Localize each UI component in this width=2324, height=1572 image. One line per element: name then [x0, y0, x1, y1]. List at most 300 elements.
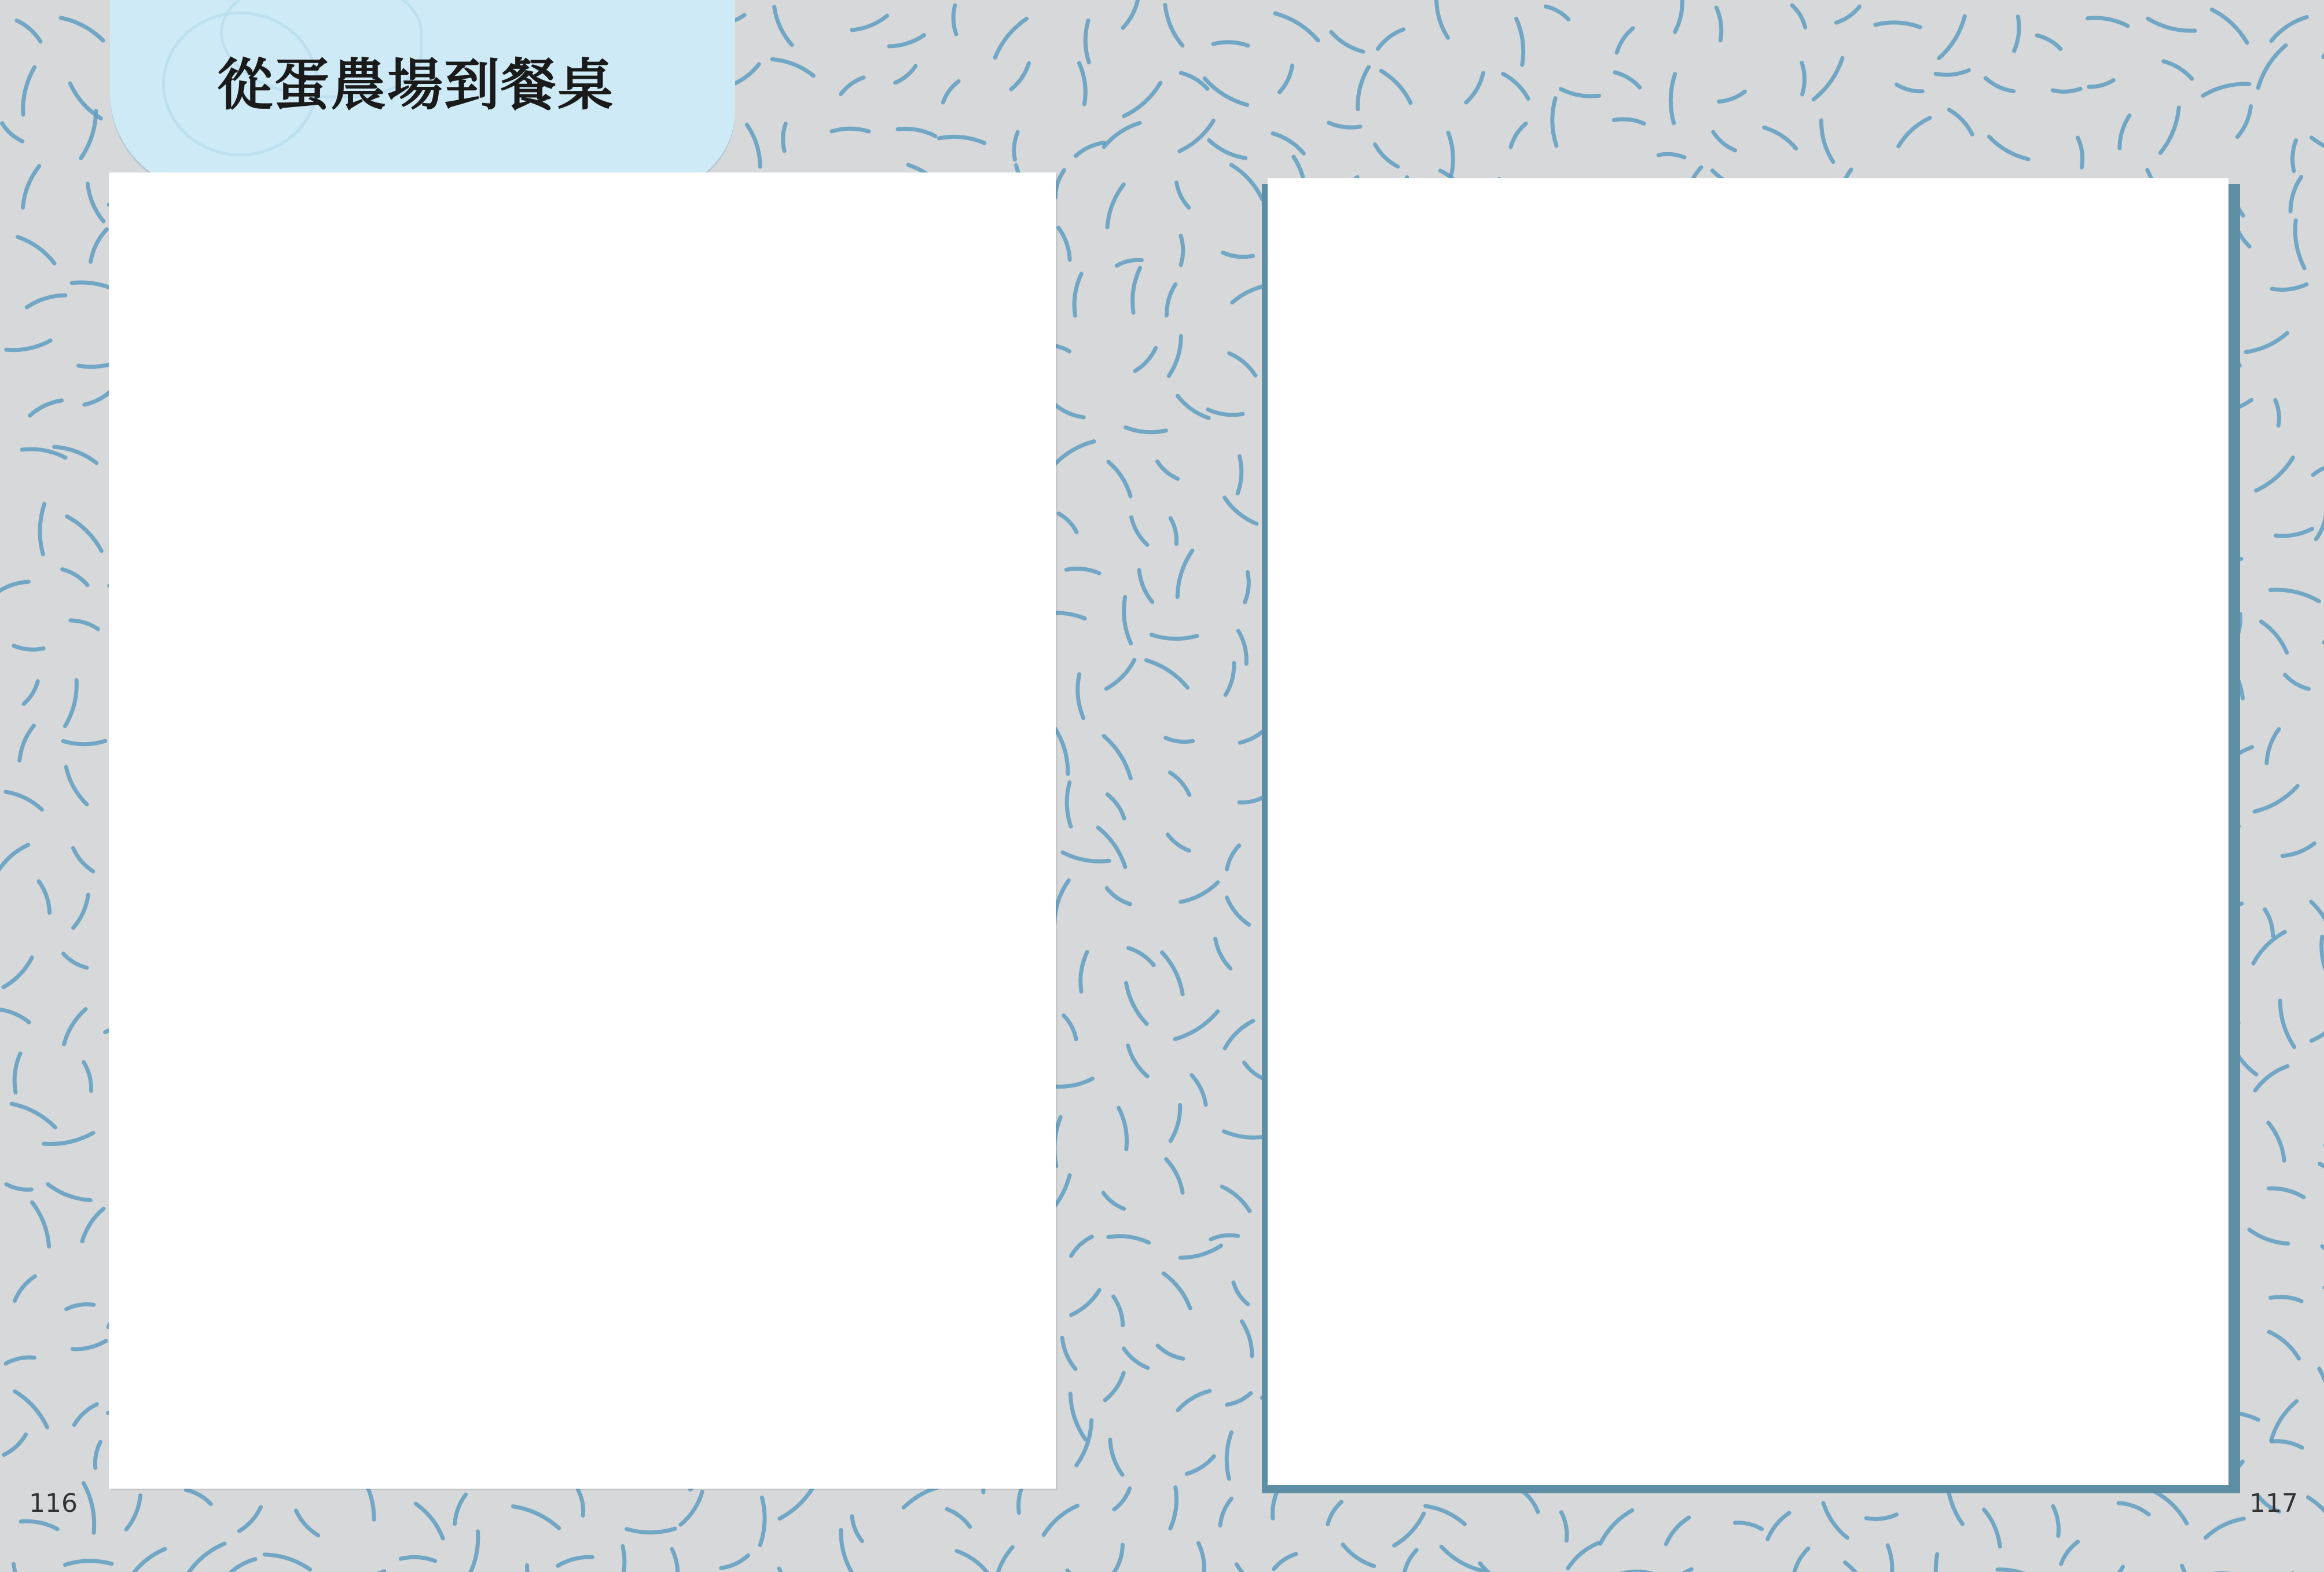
pattern-dash: [1998, 1570, 2039, 1572]
pattern-dash: [1213, 42, 1248, 46]
pattern-dash: [953, 5, 956, 34]
pattern-dash: [1178, 1391, 1210, 1410]
pattern-dash: [2272, 284, 2307, 289]
pattern-dash: [0, 1009, 29, 1022]
pattern-dash: [30, 401, 62, 416]
pattern-dash: [620, 1546, 625, 1572]
pattern-dash: [1170, 1487, 1177, 1529]
pattern-dash: [2182, 1566, 2188, 1572]
left-letter-paper: [109, 172, 1056, 1489]
pattern-dash: [1899, 118, 1930, 146]
pattern-dash: [2, 123, 23, 141]
pattern-dash: [467, 1531, 478, 1572]
pattern-dash: [2293, 141, 2296, 171]
pattern-dash: [1103, 1193, 1124, 1209]
pattern-dash: [416, 1504, 443, 1538]
pattern-dash: [2237, 106, 2250, 137]
pattern-dash: [4, 1434, 26, 1455]
pattern-dash: [1064, 1016, 1076, 1040]
pattern-dash: [1071, 1290, 1100, 1315]
pattern-dash: [1245, 572, 1249, 603]
pattern-dash: [2088, 18, 2128, 26]
pattern-dash: [1614, 119, 1644, 123]
pattern-dash: [1274, 1554, 1296, 1569]
pattern-dash: [1328, 1502, 1342, 1524]
pattern-dash: [2319, 1164, 2324, 1195]
pattern-dash: [2311, 138, 2324, 155]
pattern-dash: [1600, 1510, 1632, 1544]
pattern-dash: [1075, 142, 1104, 156]
pattern-dash: [1044, 1505, 1077, 1534]
pattern-dash: [760, 1497, 765, 1545]
pattern-dash: [1794, 1549, 1808, 1572]
pattern-dash: [947, 1509, 970, 1526]
pattern-dash: [1146, 660, 1187, 688]
pattern-dash: [1939, 16, 1965, 58]
pattern-dash: [1126, 983, 1147, 1024]
pattern-dash: [681, 1492, 702, 1525]
pattern-dash: [6, 1357, 34, 1364]
pattern-dash: [1675, 0, 1683, 32]
pattern-dash: [1227, 898, 1249, 925]
pattern-dash: [895, 66, 916, 83]
pattern-dash: [1671, 74, 1675, 123]
pattern-dash: [1735, 1523, 1762, 1529]
pattern-dash: [1063, 853, 1109, 861]
pattern-dash: [1126, 428, 1166, 432]
pattern-dash: [63, 570, 87, 585]
pattern-dash: [1135, 348, 1156, 370]
pattern-dash: [2089, 80, 2114, 87]
pattern-dash: [2205, 1519, 2244, 1538]
pattern-dash: [2271, 1297, 2301, 1301]
pattern-dash: [2322, 937, 2324, 979]
pattern-dash: [2154, 1492, 2187, 1523]
pattern-dash: [1074, 274, 1081, 315]
pattern-dash: [1989, 137, 2028, 159]
pattern-dash: [44, 1133, 93, 1144]
pattern-dash: [65, 680, 77, 726]
pattern-dash: [1331, 32, 1363, 52]
pattern-dash: [1404, 1550, 1416, 1572]
pattern-dash: [61, 18, 103, 41]
pattern-dash: [1209, 140, 1246, 158]
pattern-dash: [852, 1516, 862, 1541]
pattern-dash: [1181, 73, 1207, 89]
pattern-dash: [1170, 1105, 1180, 1141]
pattern-dash: [1158, 1346, 1183, 1358]
pattern-dash: [1242, 1321, 1251, 1356]
pattern-dash: [1227, 846, 1239, 869]
pattern-dash: [1211, 1235, 1238, 1239]
page-number-right: 117: [2249, 1489, 2298, 1518]
pattern-dash: [1225, 498, 1257, 524]
pattern-dash: [2313, 465, 2324, 475]
pattern-dash: [401, 1557, 435, 1560]
pattern-dash: [1104, 736, 1130, 778]
pattern-dash: [65, 1561, 112, 1565]
pattern-dash: [2120, 116, 2130, 148]
pattern-dash: [1165, 5, 1183, 45]
pattern-dash: [1329, 123, 1360, 127]
pattern-dash: [1546, 6, 1569, 19]
pattern-dash: [1163, 1273, 1190, 1308]
pattern-dash: [1070, 1394, 1085, 1439]
pattern-dash: [225, 1559, 255, 1572]
pattern-dash: [2053, 1506, 2059, 1536]
pattern-dash: [841, 78, 864, 94]
pattern-dash: [2119, 1503, 2149, 1515]
pattern-dash: [1055, 880, 1069, 923]
pattern-dash: [889, 35, 924, 46]
pattern-dash: [957, 1551, 989, 1572]
pattern-dash: [63, 954, 86, 968]
pattern-dash: [2311, 902, 2324, 939]
pattern-dash: [1792, 5, 1805, 27]
pattern-dash: [2285, 675, 2309, 689]
pattern-dash: [1223, 253, 1253, 257]
pattern-dash: [1175, 1012, 1218, 1040]
page-title: 從蛋農場到餐桌: [217, 53, 614, 117]
pattern-dash: [1119, 1108, 1127, 1149]
pattern-dash: [1216, 939, 1231, 968]
pattern-dash: [2061, 1542, 2078, 1564]
pattern-dash: [84, 1062, 91, 1091]
pattern-dash: [6, 340, 50, 350]
pattern-dash: [1275, 13, 1318, 41]
pattern-dash: [1157, 461, 1177, 479]
pattern-dash: [943, 81, 959, 102]
pattern-dash: [2290, 177, 2301, 212]
pattern-dash: [14, 1053, 20, 1092]
pattern-dash: [1133, 268, 1140, 313]
pattern-dash: [1984, 1509, 2000, 1547]
pattern-dash: [12, 1564, 16, 1572]
right-letter-paper: [1268, 178, 2228, 1485]
pattern-dash: [74, 895, 89, 928]
pattern-dash: [21, 1521, 57, 1529]
pattern-dash: [1836, 6, 1859, 23]
pattern-dash: [2053, 89, 2080, 91]
pattern-dash: [1055, 728, 1068, 774]
pattern-dash: [1719, 91, 1745, 101]
pattern-dash: [939, 137, 985, 143]
pattern-dash: [1238, 456, 1242, 493]
pattern-dash: [1110, 1439, 1122, 1475]
pattern-dash: [63, 741, 105, 744]
pattern-dash: [832, 128, 869, 131]
pattern-dash: [64, 1009, 86, 1044]
pattern-dash: [1169, 336, 1181, 376]
pattern-dash: [774, 7, 792, 45]
pattern-dash: [1139, 570, 1152, 602]
pattern-dash: [1052, 1079, 1092, 1087]
pattern-dash: [2275, 400, 2279, 425]
pattern-dash: [1480, 1563, 1518, 1572]
pattern-dash: [2253, 932, 2285, 964]
pattern-dash: [1503, 74, 1529, 99]
pattern-dash: [67, 1304, 94, 1309]
pattern-dash: [1671, 1569, 1692, 1572]
pattern-dash: [1108, 1236, 1149, 1243]
pattern-dash: [14, 646, 43, 649]
pattern-dash: [1055, 170, 1064, 197]
pattern-dash: [23, 166, 39, 208]
pattern-dash: [2269, 1332, 2299, 1358]
pattern-dash: [0, 845, 28, 873]
pattern-dash: [2311, 1011, 2324, 1041]
pattern-dash: [2265, 909, 2273, 936]
pattern-dash: [1114, 1545, 1123, 1572]
pattern-dash: [2308, 1497, 2324, 1536]
pattern-dash: [1178, 396, 1209, 418]
pattern-dash: [2268, 1123, 2285, 1161]
pattern-dash: [1375, 145, 1398, 167]
pattern-dash: [1167, 284, 1176, 315]
pattern-dash: [852, 16, 887, 30]
pattern-dash: [14, 1276, 35, 1301]
pattern-dash: [1517, 19, 1523, 65]
pattern-dash: [6, 1184, 32, 1189]
pattern-dash: [1227, 1433, 1231, 1479]
pattern-dash: [1343, 1545, 1374, 1566]
pattern-dash: [3, 957, 32, 987]
pattern-dash: [130, 1549, 165, 1572]
pattern-dash: [1124, 597, 1131, 643]
pattern-dash: [84, 1483, 94, 1533]
pattern-dash: [1666, 1518, 1689, 1544]
pattern-dash: [1936, 1554, 1942, 1572]
pattern-dash: [995, 19, 1027, 57]
pattern-dash: [1378, 30, 1403, 49]
pattern-dash: [2267, 729, 2279, 763]
pattern-dash: [1170, 518, 1176, 543]
pattern-dash: [1813, 58, 1842, 99]
pattern-dash: [1114, 1296, 1123, 1325]
pattern-dash: [2282, 843, 2314, 856]
pattern-dash: [67, 516, 102, 551]
pattern-dash: [1107, 185, 1124, 227]
pattern-dash: [1014, 132, 1018, 159]
pattern-dash: [126, 1496, 140, 1530]
pattern-dash: [1658, 154, 1684, 157]
pattern-dash: [1078, 674, 1084, 718]
pattern-dash: [1441, 1547, 1483, 1571]
pattern-dash: [2203, 84, 2249, 96]
pattern-dash: [12, 1104, 56, 1127]
pattern-dash: [1079, 63, 1085, 104]
pattern-dash: [2212, 10, 2247, 43]
pattern-dash: [1220, 1498, 1231, 1525]
pattern-dash: [455, 1494, 466, 1524]
pattern-dash: [2164, 61, 2192, 79]
pattern-dash: [81, 111, 96, 158]
pattern-dash: [578, 1490, 583, 1516]
pattern-dash: [1615, 72, 1640, 87]
pattern-dash: [1151, 635, 1197, 639]
pattern-dash: [72, 1341, 106, 1349]
pattern-dash: [2258, 45, 2286, 88]
pattern-dash: [747, 124, 760, 167]
pattern-dash: [841, 1530, 854, 1572]
pattern-dash: [1205, 79, 1247, 105]
pattern-dash: [17, 20, 41, 41]
pattern-dash: [1238, 631, 1246, 664]
pattern-dash: [995, 1547, 1012, 1572]
pattern-dash: [1106, 660, 1135, 689]
pattern-dash: [2255, 1066, 2288, 1090]
pattern-dash: [1177, 183, 1189, 208]
pattern-dash: [1617, 28, 1633, 53]
pattern-dash: [1162, 953, 1183, 994]
pattern-dash: [74, 1404, 97, 1425]
pattern-dash: [239, 1507, 260, 1531]
pattern-dash: [1059, 227, 1070, 259]
pattern-dash: [2256, 458, 2293, 491]
pattern-dash: [17, 237, 54, 263]
pattern-dash: [1104, 123, 1140, 146]
pattern-dash: [1166, 1159, 1183, 1193]
pattern-dash: [1823, 1503, 1848, 1538]
pattern-dash: [1448, 133, 1453, 177]
pattern-dash: [1949, 110, 1972, 135]
pattern-dash: [48, 1184, 90, 1200]
pattern-dash: [24, 681, 38, 704]
pattern-dash: [2037, 35, 2061, 49]
pattern-dash: [558, 1557, 593, 1566]
pattern-dash: [1568, 1543, 1598, 1568]
pattern-dash: [23, 67, 35, 115]
pattern-dash: [2271, 1401, 2297, 1440]
pattern-dash: [1436, 0, 1448, 38]
pattern-dash: [513, 1507, 559, 1529]
pattern-dash: [1066, 569, 1099, 574]
pattern-dash: [1053, 403, 1084, 417]
pattern-dash: [1561, 1512, 1567, 1541]
pattern-dash: [2319, 1369, 2324, 1412]
pattern-dash: [2148, 19, 2195, 31]
pattern-dash: [1117, 260, 1141, 266]
pattern-dash: [1888, 1545, 1892, 1572]
pattern-dash: [1426, 1506, 1465, 1524]
pattern-dash: [6, 792, 42, 810]
pattern-dash: [1071, 1237, 1092, 1256]
pattern-dash: [1273, 134, 1304, 154]
pattern-dash: [186, 1490, 211, 1504]
pattern-dash: [1561, 89, 1599, 96]
pattern-dash: [1124, 83, 1161, 116]
pattern-dash: [88, 183, 104, 221]
pattern-dash: [1222, 1187, 1250, 1211]
pattern-dash: [672, 1549, 678, 1572]
pattern-dash: [1192, 1075, 1206, 1105]
pattern-dash: [1081, 952, 1087, 992]
pattern-dash: [1177, 550, 1192, 597]
pattern-dash: [188, 1544, 225, 1572]
pattern-dash: [1233, 1283, 1248, 1304]
pattern-dash: [2246, 333, 2287, 352]
pattern-dash: [1107, 794, 1124, 818]
pattern-dash: [1107, 888, 1130, 905]
pattern-dash: [1123, 0, 1139, 28]
pattern-dash: [1552, 98, 1556, 146]
pattern-dash: [91, 229, 107, 262]
pattern-dash: [1062, 1338, 1075, 1369]
pattern-dash: [2276, 529, 2312, 536]
pattern-dash: [95, 1442, 100, 1468]
pattern-dash: [2078, 138, 2083, 167]
pattern-dash: [2280, 1001, 2294, 1047]
pattern-dash: [1358, 67, 1369, 109]
pattern-dash: [1713, 132, 1735, 150]
pattern-dash: [15, 1391, 47, 1427]
pattern-dash: [1511, 124, 1526, 147]
pattern-dash: [20, 726, 34, 761]
pattern-dash: [1124, 1349, 1147, 1368]
pattern-dash: [2271, 17, 2307, 41]
pattern-dash: [1132, 517, 1148, 545]
pattern-dash: [296, 1511, 318, 1536]
pattern-dash: [1187, 1456, 1214, 1474]
pattern-dash: [1114, 1489, 1130, 1509]
pattern-dash: [1896, 85, 1922, 91]
pattern-dash: [1225, 1021, 1253, 1048]
pattern-dash: [2316, 509, 2324, 539]
pattern-dash: [2261, 622, 2286, 653]
pattern-dash: [1985, 78, 2013, 91]
pattern-dash: [1085, 21, 1089, 63]
pattern-dash: [1522, 1490, 1538, 1512]
pattern-dash: [1716, 8, 1721, 41]
pattern-dash: [1128, 948, 1154, 965]
pattern-dash: [2014, 17, 2019, 51]
pattern-dash: [1067, 783, 1071, 827]
pattern-dash: [527, 1565, 535, 1572]
pattern-dash: [2271, 590, 2319, 601]
pattern-dash: [1181, 236, 1183, 265]
pattern-dash: [1466, 73, 1483, 102]
pattern-dash: [1394, 1514, 1424, 1545]
pattern-dash: [1231, 165, 1262, 199]
pattern-dash: [1011, 63, 1029, 89]
pattern-dash: [1236, 1564, 1267, 1572]
pattern-dash: [1225, 663, 1234, 695]
pattern-dash: [1802, 63, 1804, 94]
pattern-dash: [22, 449, 65, 458]
pattern-dash: [2295, 221, 2304, 269]
pattern-dash: [1280, 65, 1293, 92]
pattern-dash: [1128, 1045, 1148, 1076]
pattern-dash: [2271, 1441, 2302, 1448]
pattern-dash: [1768, 1513, 1789, 1539]
pattern-dash: [27, 295, 65, 307]
pattern-dash: [40, 504, 45, 554]
pattern-dash: [1052, 442, 1094, 468]
pattern-dash: [1845, 1562, 1871, 1572]
pattern-dash: [1180, 1246, 1221, 1258]
pattern-dash: [1229, 353, 1255, 375]
pattern-dash: [0, 582, 28, 594]
pattern-dash: [1170, 773, 1189, 795]
pattern-dash: [1822, 120, 1833, 162]
pattern-dash: [1227, 1393, 1251, 1405]
pattern-dash: [1166, 738, 1193, 742]
pattern-dash: [2268, 1188, 2304, 1197]
pattern-dash: [2160, 108, 2179, 153]
pattern-dash: [783, 124, 786, 151]
pattern-dash: [1866, 1515, 1896, 1519]
pattern-dash: [772, 59, 813, 75]
